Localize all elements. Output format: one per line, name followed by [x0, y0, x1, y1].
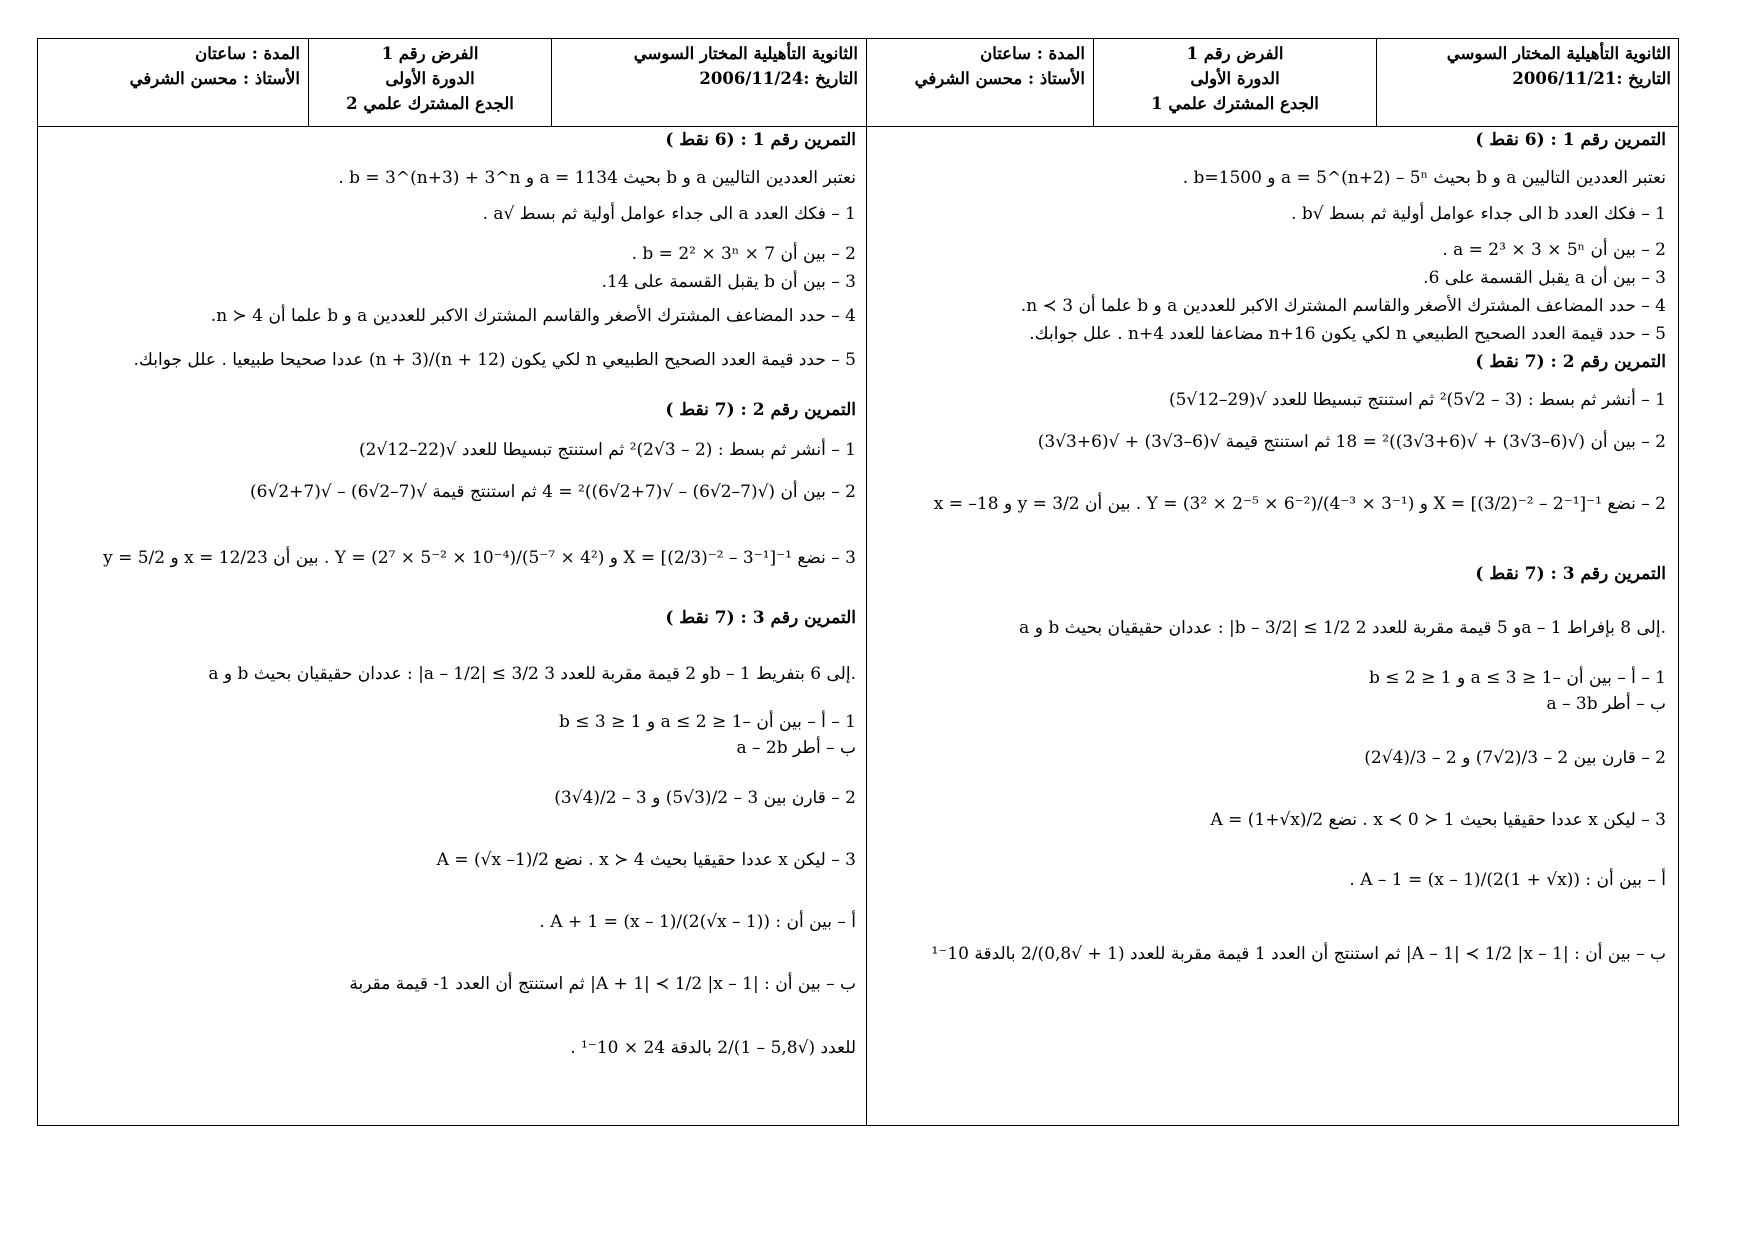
left-ex3-q1a: 1 – أ – بين أن –1 ≤ a ≤ 2 و 1 ≤ b ≤ 3: [558, 712, 856, 732]
right-header-exam: الفرض رقم 1: [1186, 44, 1284, 63]
right-header-school-cell: [1377, 38, 1679, 126]
left-header-school-cell: [552, 38, 866, 126]
right-header-date: التاريخ :2006/11/21: [1512, 69, 1671, 88]
right-header-school: الثانوية التأهيلية المختار السوسي: [1446, 44, 1671, 63]
right-ex2-q1: 1 – أنشر ثم بسط : (3 – 2√5)² ثم استنتج تبسيطا للعدد √(29–12√5): [1168, 390, 1666, 410]
right-ex3-q2: 2 – قارن بين 2 – 3/(2√7) و 2 – 3/(4√2): [1364, 748, 1666, 768]
right-ex2-title: التمرين رقم 2 : (7 نقط ): [1475, 352, 1666, 372]
left-header-duration-cell: [38, 38, 308, 126]
left-header-teacher: الأستاذ : محسن الشرفي: [129, 69, 300, 88]
left-ex3-title: التمرين رقم 3 : (7 نقط ): [665, 608, 856, 628]
right-ex1-q1: 1 – فكك العدد b الى جداء عوامل أولية ثم بسط √b .: [1291, 204, 1666, 224]
left-header-level: الجدع المشترك علمي 2: [346, 94, 514, 113]
right-ex3-q3: 3 – ليكن x عددا حقيقيا بحيث 1 ≺ x ≺ 0 . نضع A = (1+√x)/2: [1210, 810, 1666, 830]
left-header-exam: الفرض رقم 1: [381, 44, 479, 63]
right-header-duration: المدة : ساعتان: [980, 44, 1085, 63]
left-ex3-intro: a و b عددان حقيقيان بحيث : |a – 1/2| ≤ 3/2 و 2 قيمة مقربة للعدد 3b – 1 إلى 6 بتفريط.: [208, 664, 856, 684]
left-ex2-q3: 3 – نضع X = [(2/3)⁻² – 3⁻¹]⁻¹ و Y = (2⁷ × 5⁻² × 10⁻⁴)/(5⁻⁷ × 4²) . بين أن x = 12/23 و y = 5/2: [103, 548, 856, 568]
left-ex1-q5: 5 – حدد قيمة العدد الصحيح الطبيعي n لكي يكون (n + 12)/(n + 3) عددا صحيحا طبيعيا . علل جوابك.: [133, 350, 856, 370]
left-ex3-q1b: ب – أطر a – 2b: [736, 738, 856, 758]
right-ex1-q2: 2 – بين أن a = 2³ × 3 × 5ⁿ .: [1442, 240, 1666, 260]
left-ex1-intro: نعتبر العددين التاليين a و b بحيث a = 1134 و b = 3^(n+3) + 3^n .: [338, 168, 856, 188]
right-ex2-q2: 2 – بين أن (√(6–3√3) + √(6+3√3))² = 18 ثم استنتج قيمة √(6–3√3) + √(6+3√3): [1037, 432, 1666, 452]
right-sheet-body: [880, 128, 1666, 1118]
left-ex1-q3: 3 – بين أن b يقبل القسمة على 14.: [601, 272, 856, 292]
right-ex3-q1b: ب – أطر a – 3b: [1546, 694, 1666, 714]
right-header: [866, 38, 1679, 127]
right-ex1-title: التمرين رقم 1 : (6 نقط ): [1475, 130, 1666, 150]
right-header-duration-cell: [866, 38, 1093, 126]
right-header-exam-cell: [1093, 38, 1377, 126]
right-ex1-q4: 4 – حدد المضاعف المشترك الأصغر والقاسم المشترك الاكبر للعددين a و b علما أن 3 ≻ n.: [1020, 296, 1666, 316]
right-ex3-q1a: 1 – أ – بين أن –1 ≤ a ≤ 3 و 1 ≤ b ≤ 2: [1368, 668, 1666, 688]
right-ex3-title: التمرين رقم 3 : (7 نقط ): [1475, 564, 1666, 584]
left-header-date: التاريخ :2006/11/24: [699, 69, 858, 88]
right-ex1-q5: 5 – حدد قيمة العدد الصحيح الطبيعي n لكي يكون n+16 مضاعفا للعدد n+4 . علل جوابك.: [1029, 324, 1666, 344]
right-ex1-q3: 3 – بين أن a يقبل القسمة على 6.: [1423, 268, 1666, 288]
left-ex3-q2: 2 – قارن بين 3 – 2/(3√5) و 3 – 2/(4√3): [554, 788, 856, 808]
sheet-divider: [866, 38, 867, 1126]
left-ex1-q1: 1 – فكك العدد a الى جداء عوامل أولية ثم بسط √a .: [482, 204, 856, 224]
left-ex3-q3: 3 – ليكن x عددا حقيقيا بحيث 4 ≺ x . نضع A = (√x –1)/2: [436, 850, 856, 870]
left-ex1-q2: 2 – بين أن b = 2² × 3ⁿ × 7 .: [631, 244, 856, 264]
left-ex1-title: التمرين رقم 1 : (6 نقط ): [665, 130, 856, 150]
right-ex3-intro: a و b عددان حقيقيان بحيث : |b – 3/2| ≤ 1/2 و 5 قيمة مقربة للعدد 2a – 1 إلى 8 بإفراط.: [1019, 618, 1666, 638]
right-ex3-q3b: ب – بين أن : |A – 1| ≺ 1/2 |x – 1| ثم استنتج أن العدد 1 قيمة مقربة للعدد (1 + √0,8)/2 بالدقة 10⁻¹: [931, 944, 1666, 964]
left-header-exam-cell: [308, 38, 552, 126]
right-ex1-intro: نعتبر العددين التاليين a و b بحيث a = 5^(n+2) – 5ⁿ و b=1500 .: [1182, 168, 1666, 188]
left-ex2-title: التمرين رقم 2 : (7 نقط ): [665, 400, 856, 420]
right-header-level: الجدع المشترك علمي 1: [1151, 94, 1319, 113]
left-ex3-q3b: ب – بين أن : |A + 1| ≺ 1/2 |x – 1| ثم استنتج أن العدد 1- قيمة مقربة: [349, 974, 856, 994]
left-ex1-q4: 4 – حدد المضاعف المشترك الأصغر والقاسم المشترك الاكبر للعددين a و b علما أن 4 ≺ n.: [210, 306, 856, 326]
left-sheet-body: [50, 128, 856, 1118]
right-ex3-q3a: أ – بين أن : A – 1 = (x – 1)/(2(1 + √x)) .: [1349, 870, 1666, 890]
left-header-school: الثانوية التأهيلية المختار السوسي: [633, 44, 858, 63]
left-ex3-q3b-cont: للعدد (√5,8 – 1)/2 بالدقة 24 × 10⁻¹ .: [570, 1038, 856, 1058]
left-ex2-q2: 2 – بين أن (√(7–2√6) – √(7+2√6))² = 4 ثم استنتج قيمة √(7–2√6) – √(7+2√6): [250, 482, 856, 502]
right-header-session: الدورة الأولى: [1190, 69, 1280, 88]
left-header-duration: المدة : ساعتان: [195, 44, 300, 63]
right-ex2-q3: 2 – نضع X = [(3/2)⁻² – 2⁻¹]⁻¹ و Y = (3² × 2⁻⁵ × 6⁻²)/(4⁻³ × 3⁻¹) . بين أن y = 3/2 و x = –18: [933, 494, 1666, 514]
left-header: [37, 38, 866, 127]
left-header-session: الدورة الأولى: [385, 69, 475, 88]
left-ex2-q1: 1 – أنشر ثم بسط : (2 – 3√2)² ثم استنتج تبسيطا للعدد √(22–12√2): [358, 440, 856, 460]
right-header-teacher: الأستاذ : محسن الشرفي: [914, 69, 1085, 88]
left-ex3-q3a: أ – بين أن : A + 1 = (x – 1)/(2(√x – 1)) .: [539, 912, 856, 932]
